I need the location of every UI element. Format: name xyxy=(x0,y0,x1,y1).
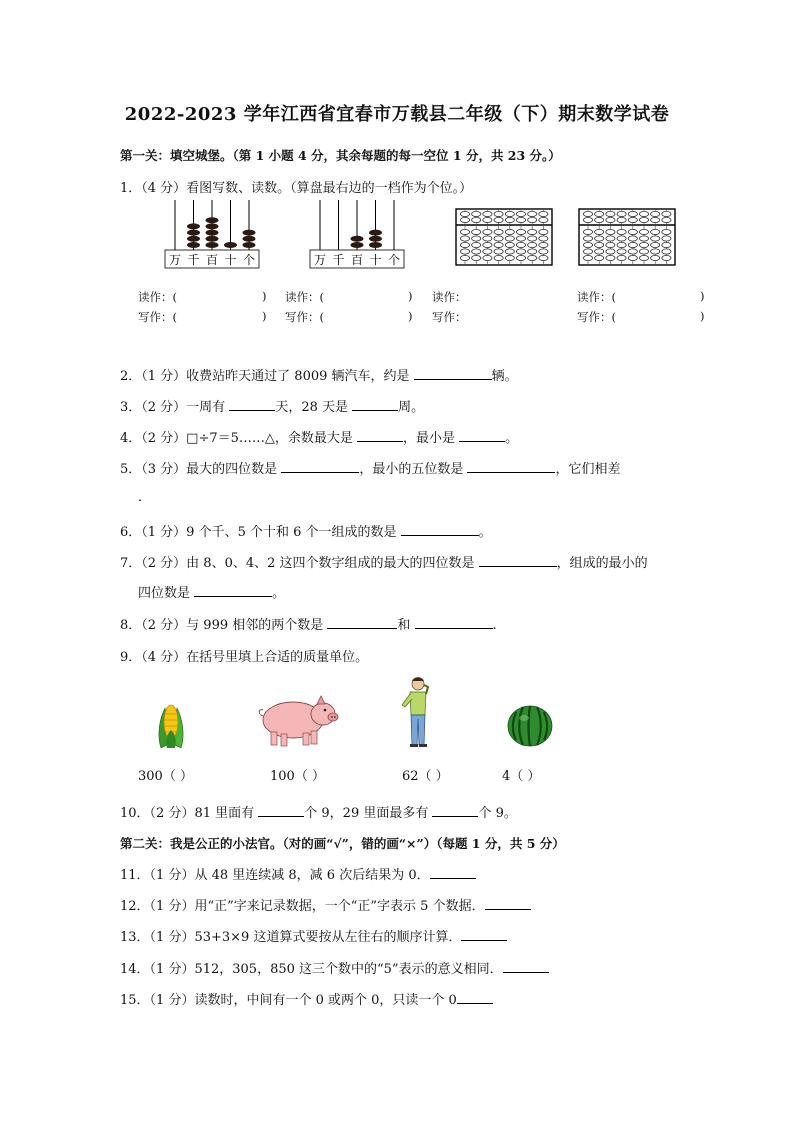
q9-label-man: 62（ ） xyxy=(402,769,449,784)
write-close-1: ) xyxy=(262,309,267,323)
question-8: 8．（2 分）与 999 相邻的两个数是 和 . xyxy=(120,618,497,633)
abacus-place-label: 十 xyxy=(369,253,382,267)
suanpan-bead xyxy=(662,211,671,216)
question-7: 7．（2 分）由 8、0、4、2 这四个数字组成的最大的四位数是 ，组成的最小的 xyxy=(120,556,648,571)
suanpan-bead xyxy=(494,229,503,234)
suanpan-bead xyxy=(516,229,525,234)
answer-blank[interactable] xyxy=(414,367,492,380)
read-label-1: 读作：( xyxy=(138,290,177,304)
question-15: 15．（1 分）读数时，中间有一个 0 或两个 0，只读一个 0 xyxy=(120,989,493,1008)
abacus-bead xyxy=(243,242,256,248)
suanpan-bead xyxy=(516,249,525,254)
q9-label-corn: 300（ ） xyxy=(138,769,193,784)
suanpan-bead xyxy=(460,249,469,254)
abacus-bead xyxy=(206,217,219,223)
suanpan-bead xyxy=(528,242,537,247)
section-1-heading: 第一关：填空城堡。（第 1 小题 4 分，其余每题的每一空位 1 分，共 23 分。） xyxy=(120,148,561,163)
suanpan-bead xyxy=(606,255,615,260)
read-label-4: 读作：( xyxy=(577,290,616,304)
write-label-1: 写作：( xyxy=(138,310,177,324)
question-2 xyxy=(120,365,518,384)
suanpan-bead xyxy=(460,211,469,216)
question-10: 10．（2 分）81 里面有 个 9，29 里面最多有 个 9。 xyxy=(120,806,517,821)
suanpan-bead xyxy=(494,249,503,254)
abacus-bead xyxy=(243,230,256,236)
abacus-place-label: 百 xyxy=(350,253,364,267)
suanpan-bead xyxy=(662,255,671,260)
question-11: 11．（1 分）从 48 里连续减 8，减 6 次后结果为 0． xyxy=(120,864,476,883)
suanpan-bead xyxy=(617,242,626,247)
abacus-1-beads xyxy=(187,217,256,248)
suanpan-bead xyxy=(628,217,637,222)
answer-blank[interactable] xyxy=(467,460,555,473)
suanpan-bead xyxy=(516,242,525,247)
question-5-end: ． xyxy=(138,490,152,505)
suanpan-bead xyxy=(472,249,481,254)
abacus-bead xyxy=(369,242,382,248)
suanpan-bead xyxy=(483,242,492,247)
suanpan-bead xyxy=(583,255,592,260)
suanpan-3-figure xyxy=(455,208,553,266)
suanpan-bead xyxy=(528,229,537,234)
suanpan-bead xyxy=(651,242,660,247)
suanpan-bead xyxy=(595,236,604,241)
suanpan-bead xyxy=(583,236,592,241)
read-close-2: ) xyxy=(408,289,413,303)
question-4: 4．（2 分）□÷7＝5……△，余数最大是 ，最小是 。 xyxy=(120,431,519,446)
suanpan-bead xyxy=(539,242,548,247)
suanpan-bead xyxy=(639,249,648,254)
suanpan-bead xyxy=(583,249,592,254)
suanpan-bead xyxy=(472,242,481,247)
suanpan-bead xyxy=(606,242,615,247)
question-12: 12．（1 分）用“正”字来记录数据，一个“正”字表示 5 个数据． xyxy=(120,895,531,914)
answer-blank[interactable] xyxy=(461,928,507,941)
suanpan-bead xyxy=(606,217,615,222)
suanpan-bead xyxy=(628,229,637,234)
q9-label-pig: 100（ ） xyxy=(270,769,325,784)
suanpan-bead xyxy=(583,211,592,216)
abacus-bead xyxy=(243,236,256,242)
suanpan-bead xyxy=(651,229,660,234)
suanpan-bead xyxy=(460,255,469,260)
suanpan-bead xyxy=(528,255,537,260)
suanpan-bead xyxy=(662,229,671,234)
abacus-place-label: 个 xyxy=(387,253,401,267)
suanpan-bead xyxy=(639,211,648,216)
abacus-1-figure xyxy=(165,200,260,272)
suanpan-bead xyxy=(528,249,537,254)
suanpan-bead xyxy=(516,255,525,260)
question-6: 6．（1 分）9 个千、5 个十和 6 个一组成的数是 。 xyxy=(120,525,492,540)
suanpan-bead xyxy=(460,217,469,222)
read-close-4: ) xyxy=(700,289,705,303)
write-close-4: ) xyxy=(700,309,705,323)
suanpan-bead xyxy=(472,211,481,216)
suanpan-bead xyxy=(494,236,503,241)
abacus-place-label: 万 xyxy=(313,253,327,267)
suanpan-bead xyxy=(651,236,660,241)
read-label-3: 读作： xyxy=(432,290,467,304)
man-icon xyxy=(398,675,438,750)
suanpan-bead xyxy=(494,217,503,222)
suanpan-bead xyxy=(472,217,481,222)
answer-blank[interactable] xyxy=(327,616,397,629)
suanpan-bead xyxy=(617,236,626,241)
pig-icon xyxy=(255,688,340,750)
suanpan-bead xyxy=(651,217,660,222)
suanpan-bead xyxy=(639,217,648,222)
question-3: 3．（2 分）一周有 天，28 天是 周。 xyxy=(120,400,425,415)
abacus-bead xyxy=(187,242,200,248)
suanpan-bead xyxy=(606,249,615,254)
suanpan-bead xyxy=(460,242,469,247)
suanpan-bead xyxy=(472,229,481,234)
answer-blank[interactable] xyxy=(229,398,275,411)
suanpan-bead xyxy=(617,211,626,216)
suanpan-bead xyxy=(583,229,592,234)
answer-blank[interactable] xyxy=(503,960,549,973)
suanpan-bead xyxy=(595,229,604,234)
suanpan-bead xyxy=(639,242,648,247)
answer-blank[interactable] xyxy=(459,429,505,442)
write-label-3: 写作： xyxy=(432,310,467,324)
suanpan-bead xyxy=(583,217,592,222)
suanpan-bead xyxy=(606,229,615,234)
suanpan-bead xyxy=(516,211,525,216)
suanpan-bead xyxy=(662,242,671,247)
suanpan-bead xyxy=(505,249,514,254)
suanpan-bead xyxy=(494,255,503,260)
suanpan-bead xyxy=(505,236,514,241)
suanpan-bead xyxy=(639,236,648,241)
corn-icon xyxy=(155,700,187,750)
write-close-2: ) xyxy=(408,309,413,323)
question-2-unit: 辆。 xyxy=(491,369,518,384)
suanpan-bead xyxy=(483,236,492,241)
write-label-4: 写作：( xyxy=(577,310,616,324)
abacus-place-label: 个 xyxy=(242,253,256,267)
answer-blank[interactable] xyxy=(357,429,403,442)
suanpan-bead xyxy=(460,236,469,241)
abacus-bead xyxy=(351,242,364,248)
write-label-2: 写作：( xyxy=(285,310,324,324)
answer-blank[interactable] xyxy=(457,991,493,1004)
answer-blank[interactable] xyxy=(281,460,359,473)
suanpan-bead xyxy=(595,249,604,254)
suanpan-bead xyxy=(617,229,626,234)
suanpan-bead xyxy=(595,211,604,216)
abacus-bead xyxy=(206,230,219,236)
suanpan-bead xyxy=(483,211,492,216)
suanpan-bead xyxy=(472,236,481,241)
suanpan-bead xyxy=(539,211,548,216)
answer-blank[interactable] xyxy=(432,804,478,817)
suanpan-bead xyxy=(662,217,671,222)
suanpan-bead xyxy=(639,229,648,234)
suanpan-bead xyxy=(628,211,637,216)
suanpan-bead xyxy=(606,211,615,216)
abacus-bead xyxy=(206,223,219,229)
abacus-place-label: 万 xyxy=(168,253,182,267)
abacus-bead xyxy=(224,242,237,248)
read-label-2: 读作：( xyxy=(285,290,324,304)
suanpan-bead xyxy=(483,217,492,222)
suanpan-bead xyxy=(483,229,492,234)
suanpan-bead xyxy=(628,236,637,241)
abacus-bead xyxy=(187,236,200,242)
suanpan-bead xyxy=(528,236,537,241)
suanpan-bead xyxy=(483,249,492,254)
answer-blank[interactable] xyxy=(485,897,531,910)
suanpan-bead xyxy=(617,249,626,254)
question-7-line-2: 四位数是 。 xyxy=(138,586,286,601)
suanpan-bead xyxy=(494,242,503,247)
abacus-2-beads xyxy=(351,230,383,248)
suanpan-bead xyxy=(516,236,525,241)
suanpan-bead xyxy=(528,217,537,222)
suanpan-bead xyxy=(483,255,492,260)
suanpan-bead xyxy=(539,229,548,234)
section-2-heading: 第二关：我是公正的小法官。（对的画“√”，错的画“×”）（每题 1 分，共 5 分） xyxy=(120,836,565,851)
suanpan-bead xyxy=(539,255,548,260)
read-close-1: ) xyxy=(262,289,267,303)
abacus-place-label: 千 xyxy=(187,253,200,267)
answer-blank[interactable] xyxy=(479,554,557,567)
suanpan-bead xyxy=(539,217,548,222)
question-9: 9．（4 分）在括号里填上合适的质量单位。 xyxy=(120,650,369,665)
suanpan-bead xyxy=(628,255,637,260)
suanpan-bead xyxy=(595,255,604,260)
abacus-bead xyxy=(369,230,382,236)
watermelon-icon xyxy=(506,704,554,748)
suanpan-bead xyxy=(595,242,604,247)
suanpan-bead xyxy=(651,249,660,254)
question-13: 13．（1 分）53+3×9 这道算式要按从左往右的顺序计算． xyxy=(120,926,507,945)
abacus-place-label: 千 xyxy=(332,253,345,267)
abacus-bead xyxy=(351,236,364,242)
page-title: 2022-2023 学年江西省宜春市万载县二年级（下）期末数学试卷 xyxy=(124,104,670,125)
abacus-bead xyxy=(187,230,200,236)
suanpan-bead xyxy=(651,255,660,260)
suanpan-bead xyxy=(505,217,514,222)
suanpan-bead xyxy=(617,255,626,260)
answer-blank[interactable] xyxy=(194,584,272,597)
suanpan-bead xyxy=(505,229,514,234)
suanpan-bead xyxy=(662,236,671,241)
suanpan-bead xyxy=(662,249,671,254)
suanpan-bead xyxy=(583,242,592,247)
question-5: 5．（3 分）最大的四位数是 ，最小的五位数是 ，它们相差 xyxy=(120,462,621,477)
suanpan-bead xyxy=(505,211,514,216)
suanpan-bead xyxy=(651,211,660,216)
suanpan-bead xyxy=(539,249,548,254)
answer-blank[interactable] xyxy=(415,616,493,629)
abacus-place-label: 十 xyxy=(224,253,237,267)
suanpan-bead xyxy=(628,242,637,247)
suanpan-bead xyxy=(460,229,469,234)
suanpan-bead xyxy=(528,211,537,216)
suanpan-bead xyxy=(595,217,604,222)
suanpan-bead xyxy=(628,249,637,254)
abacus-bead xyxy=(206,236,219,242)
question-2-text: 2．（1 分）收费站昨天通过了 8009 辆汽车，约是 xyxy=(120,369,414,384)
suanpan-bead xyxy=(505,242,514,247)
abacus-bead xyxy=(187,223,200,229)
suanpan-4-figure xyxy=(578,208,676,266)
suanpan-bead xyxy=(472,255,481,260)
answer-blank[interactable] xyxy=(430,866,476,879)
suanpan-bead xyxy=(505,255,514,260)
answer-blank[interactable] xyxy=(258,804,304,817)
abacus-bead xyxy=(206,242,219,248)
suanpan-bead xyxy=(639,255,648,260)
q9-label-watermelon: 4（ ） xyxy=(502,769,541,784)
suanpan-bead xyxy=(494,211,503,216)
abacus-2-figure xyxy=(310,200,405,272)
answer-blank[interactable] xyxy=(352,398,398,411)
suanpan-bead xyxy=(617,217,626,222)
abacus-place-label: 百 xyxy=(205,253,219,267)
answer-blank[interactable] xyxy=(401,523,479,536)
suanpan-bead xyxy=(606,236,615,241)
question-1: 1．（4 分）看图写数、读数。（算盘最右边的一档作为个位。） xyxy=(120,181,473,196)
suanpan-bead xyxy=(539,236,548,241)
suanpan-bead xyxy=(516,217,525,222)
abacus-bead xyxy=(369,236,382,242)
question-14: 14．（1 分）512，305，850 这三个数中的“5”表示的意义相同． xyxy=(120,958,549,977)
